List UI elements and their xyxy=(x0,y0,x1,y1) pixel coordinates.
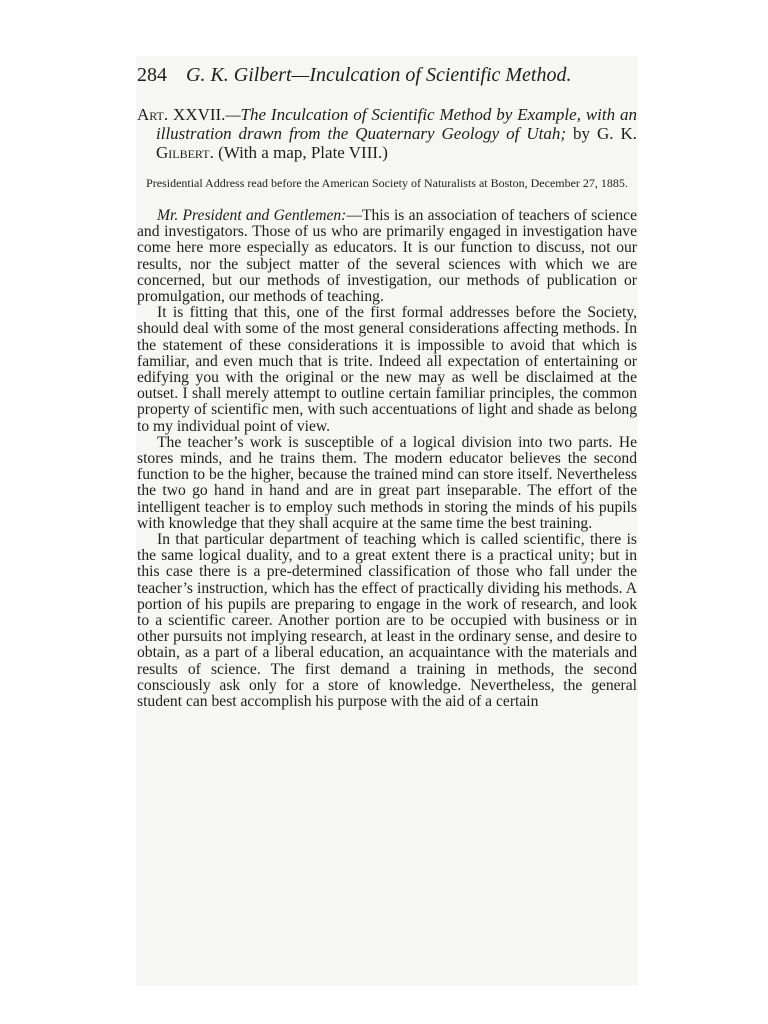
article-heading xyxy=(137,105,637,162)
address-note: Presidential Address read before the American Society of Naturalists at Boston, December 27, 1885. xyxy=(146,176,628,190)
page-number: 284 xyxy=(137,64,167,86)
article-title: —The Inculcation of Scientific Method by Example, with an illustration drawn from the Quaternary Geology of Utah; xyxy=(156,105,638,143)
article-author: Gilbert xyxy=(156,143,210,162)
article-plate-note: . (With a map, Plate VIII.) xyxy=(209,143,388,162)
article-number: XXVII. xyxy=(173,105,226,124)
paragraph xyxy=(137,208,637,305)
salutation: Mr. President and Gentlemen: xyxy=(157,207,347,224)
running-header xyxy=(137,62,637,88)
paragraph-text: —This is an association of teachers of science and investigators. Those of us who are primarily engaged in investigation have come here more especially as educators. It is our function to discuss, not our results, nor the subject matter of the several sciences with which we are concerned, but our methods of investigation, our methods of publication or promulgation, our methods of teaching. xyxy=(137,207,637,306)
running-title: G. K. Gilbert—Inculcation of Scientific Method. xyxy=(186,64,572,86)
paragraph: In that particular department of teaching which is called scientific, there is the same logical duality, and to a great extent there is a practical unity; but in this case there is a pre-determined classification of those who fall under the teacher’s instruction, which has the effect of practically dividing his methods. A portion of his pupils are preparing to engage in the work of research, and look to a scientific career. Another portion are to be occupied with business or in other pursuits not implying research, at least in the ordinary sense, and desire to obtain, as a part of a liberal education, an acquaintance with the materials and results of science. The first demand a training in methods, the second consciously ask only for a store of knowledge. Nevertheless, the general student can best accomplish his purpose with the aid of a certain xyxy=(137,531,637,711)
body-text xyxy=(137,208,637,710)
article-by: by G. K. xyxy=(572,124,638,143)
article-heading-text xyxy=(137,105,637,162)
paragraph: It is fitting that this, one of the first formal addresses before the Society, should deal with some of the most general considerations affecting methods. In the statement of these considerations it is impossible to avoid that which is familiar, and even much that is trite. Indeed all expectation of entertaining or edifying you with the original or the new may as well be disclaimed at the outset. I shall merely attempt to outline certain familiar principles, the common property of scientific men, with such accentuations of light and shade as belong to my individual point of view. xyxy=(137,304,637,435)
page-content xyxy=(137,62,637,710)
paragraph: The teacher’s work is susceptible of a logical division into two parts. He stores minds, and he trains them. The modern educator believes the second function to be the higher, because the trained mind can store itself. Nevertheless the two go hand in hand and are in great part inseparable. The effort of the intelligent teacher is to employ such methods in storing the minds of his pupils with knowledge that they shall acquire at the same time the best training. xyxy=(137,433,637,532)
article-label: Art. xyxy=(137,105,169,124)
